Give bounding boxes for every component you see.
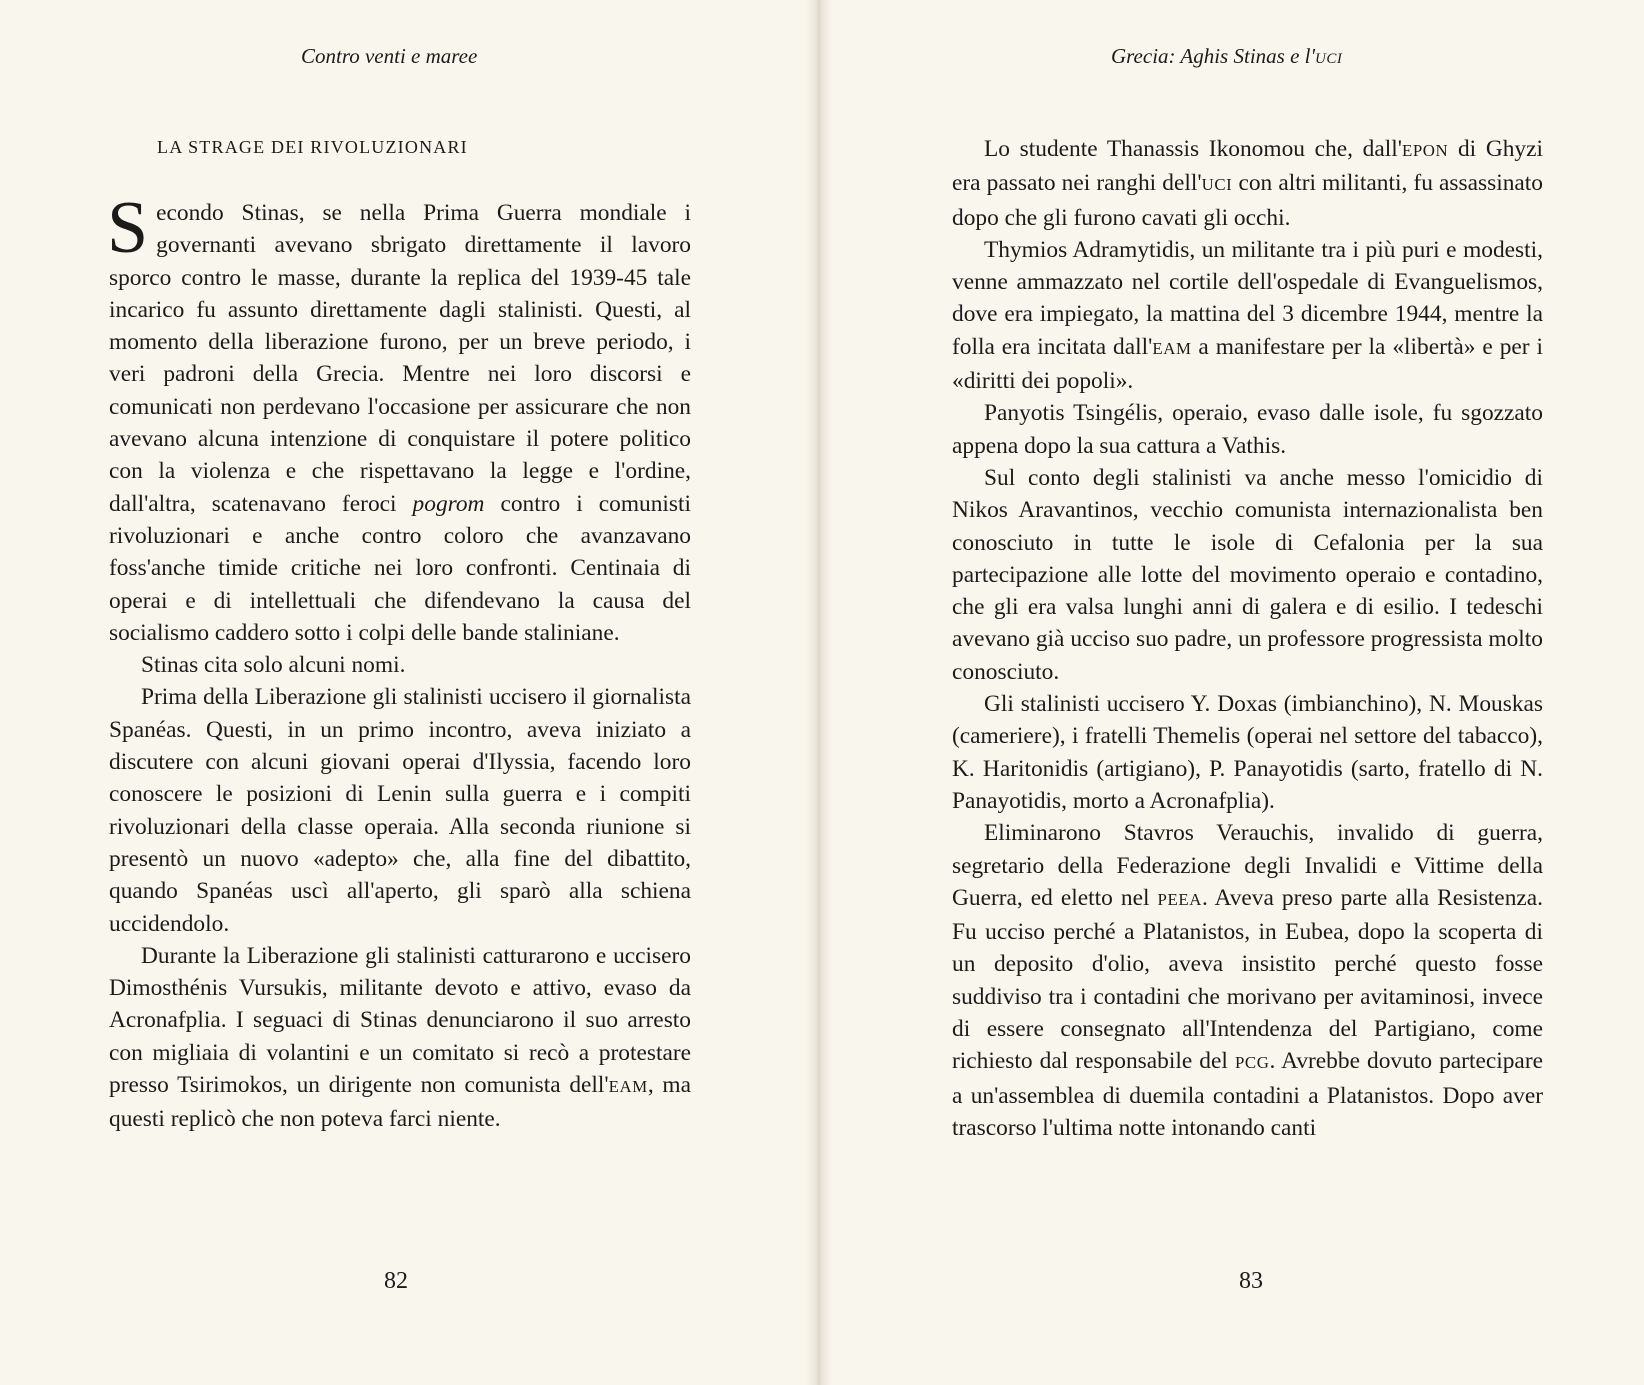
page-number: 83 <box>1239 1268 1263 1294</box>
running-head: Grecia: Aghis Stinas e l'UCI <box>1111 44 1343 68</box>
drop-cap: S <box>107 187 149 269</box>
book-gutter <box>806 0 832 1385</box>
paragraph: Thymios Adramytidis, un militante tra i più puri e modesti, venne ammazzato nel cortile dell'ospedale di Evanguelismos, dove era impiegato, la mattina del 3 dicembre 1944, mentre la folla era incitata dall'EAM a manifestare per la «libertà» e per i «diritti dei popoli». <box>952 236 1543 395</box>
paragraph: Eliminarono Stavros Verauchis, invalido di guerra, segretario della Federazione degli Invalidi e Vittime della Guerra, ed eletto nel PEEA. Aveva preso parte alla Resistenza. Fu ucciso perché a Platanistos, in Eubea, dopo la scoperta di un deposito d'olio, aveva insistito perché questo fosse suddiviso tra i contadini che morivano per avitaminosi, invece di essere consegnato all'Intendenza del Partigiano, come richiesto dal responsabile del PCG. Avrebbe dovuto partecipare a un'assemblea di duemila contadini a Platanistos. Dopo aver trascorso l'ultima notte intonando canti <box>952 820 1543 1141</box>
paragraph: Sul conto degli stalinisti va anche messo l'omicidio di Nikos Aravantinos, vecchio comunista internazionalista ben conosciuto in tutte le isole di Cefalonia per la sua partecipazione alle lotte del movimento operaio e contadino, che gli era valsa lunghi anni di galera e di esilio. I tedeschi avevano già ucciso suo padre, un professore progressista molto conosciuto. <box>952 464 1543 685</box>
body-text <box>107 187 692 1136</box>
paragraph: Gli stalinisti uccisero Y. Doxas (imbianchino), N. Mouskas (cameriere), i fratelli Themelis (operai nel settore del tabacco), K. Haritonidis (artigiano), P. Panayotidis (sarto, fratello di N. Panayotidis, morto a Acronafplia). <box>952 691 1543 814</box>
running-head: Contro venti e maree <box>301 44 478 68</box>
paragraph: Lo studente Thanassis Ikonomou che, dall'EPON di Ghyzi era passato nei ranghi dell'UCI con altri militanti, fu assassinato dopo che gli furono cavati gli occhi. <box>952 136 1544 231</box>
paragraph: Secondo Stinas, se nella Prima Guerra mondiale i governanti avevano sbrigato direttamente il lavoro sporco contro le masse, durante la replica del 1939-45 tale incarico fu assunto direttamente dagli stalinisti. Questi, al momento della liberazione furono, per un breve periodo, i veri padroni della Grecia. Mentre nei loro discorsi e comunicati non perdevano l'occasione per assicurare che non avevano alcuna intenzione di conquistare il potere politico con la violenza e che rispettavano la legge e l'ordine, dall'altra, scatenavano feroci pogrom contro i comunisti rivoluzionari e anche contro coloro che avanzavano foss'anche timide critiche nei loro confronti. Centinaia di operai e di intellettuali che difendevano la causa del socialismo caddero sotto i colpi delle bande staliniane. <box>107 187 692 646</box>
body-text <box>952 133 1543 1144</box>
paragraph: Panyotis Tsingélis, operaio, evaso dalle isole, fu sgozzato appena dopo la sua cattura a Vathis. <box>952 400 1543 459</box>
paragraph: Stinas cita solo alcuni nomi. <box>141 652 406 679</box>
page-number: 82 <box>384 1268 408 1294</box>
paragraph: Prima della Liberazione gli stalinisti uccisero il giornalista Spanéas. Questi, in un primo incontro, aveva iniziato a discutere con alcuni giovani operai d'Ilyssia, facendo loro conoscere le posizioni di Lenin sulla guerra e i compiti rivoluzionari della classe operaia. Alla seconda riunione si presentò un nuovo «adepto» che, alla fine del dibattito, quando Spanéas uscì all'aperto, gli sparò alla schiena uccidendolo. <box>109 684 691 937</box>
left-page <box>0 0 818 1385</box>
paragraph: Durante la Liberazione gli stalinisti catturarono e uccisero Dimosthénis Vursukis, militante devoto e attivo, evaso da Acronafplia. I seguaci di Stinas denunciarono il suo arresto con migliaia di volantini e un comitato si recò a protestare presso Tsirimokos, un dirigente non comunista dell'EAM, ma questi replicò che non poteva farci niente. <box>109 942 691 1133</box>
section-title: LA STRAGE DEI RIVOLUZIONARI <box>157 137 468 157</box>
right-page <box>818 0 1644 1385</box>
